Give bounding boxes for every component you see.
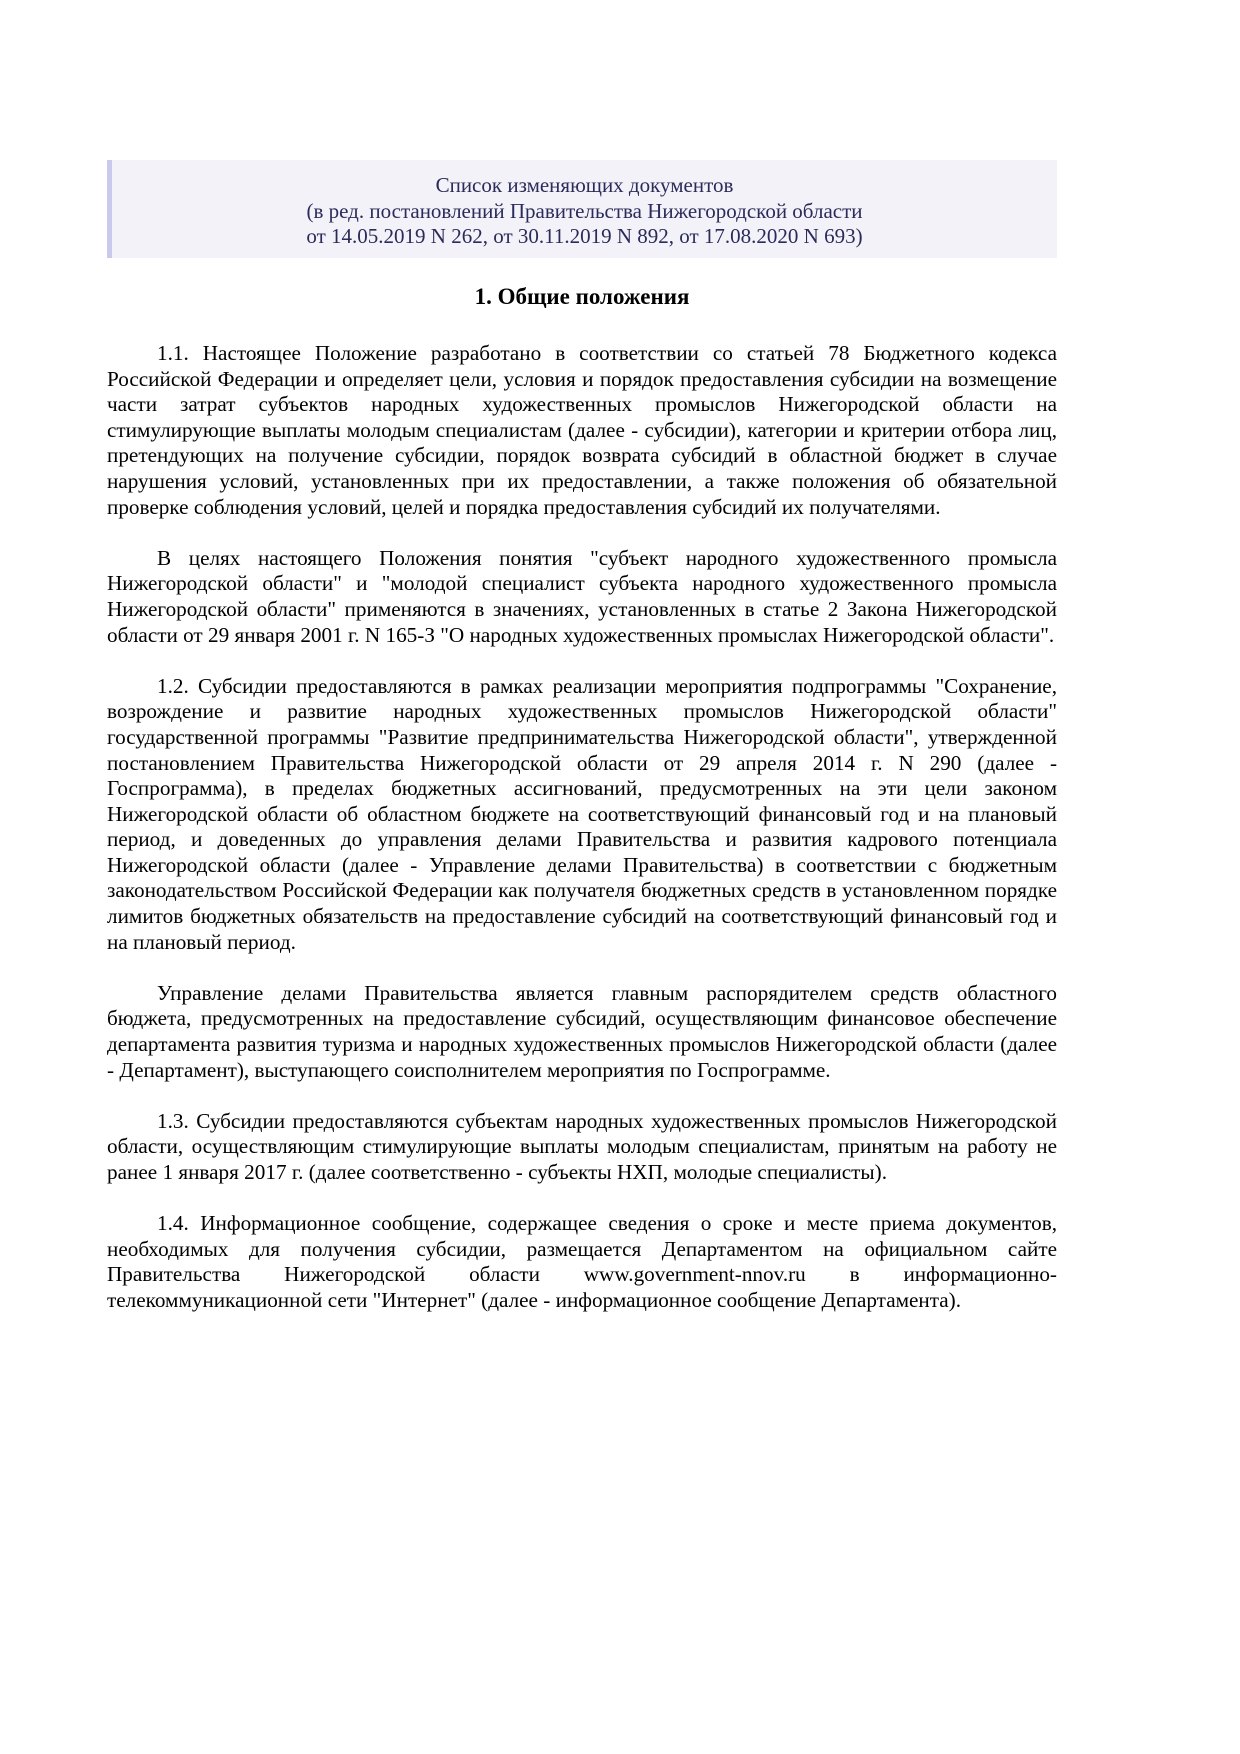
paragraph-1-3: 1.3. Субсидии предоставляются субъектам народных художественных промыслов Нижегородской области, осуществляющим стимулирующие выплаты молодым специалистам, принятым на работу не ранее 1 января 2017 г. (далее соответственно - субъекты НХП, молодые специалисты).	[107, 1108, 1057, 1184]
amendments-title: Список изменяющих документов	[435, 173, 734, 197]
amendments-line: (в ред. постановлений Правительства Нижегородской области	[306, 198, 863, 223]
section-title: 1. Общие положения	[474, 284, 690, 309]
paragraph-1-2: 1.2. Субсидии предоставляются в рамках реализации мероприятия подпрограммы "Сохранение, возрождение и развитие народных художественных промыслов Нижегородской области" государственной программы "Развитие предпринимательства Нижегородской области", утвержденной постановлением Правительства Нижегородской области от 29 апреля 2014 г. N 290 (далее - Госпрограмма), в пределах бюджетных ассигнований, предусмотренных на эти цели законом Нижегородской области об областном бюджете на соответствующий финансовый год и на плановый период, и доведенных до управления делами Правительства и развития кадрового потенциала Нижегородской области (далее - Управление делами Правительства) в соответствии с бюджетным законодательством Российской Федерации как получателя бюджетных средств в установленном порядке лимитов бюджетных обязательств на предоставление субсидий на соответствующий финансовый год и на плановый период.	[107, 673, 1057, 954]
amendments-line: от 14.05.2019 N 262, от 30.11.2019 N 892, от 17.08.2020 N 693)	[306, 224, 863, 248]
amendments-box	[107, 160, 1057, 258]
paragraph-1-1: 1.1. Настоящее Положение разработано в соответствии со статьей 78 Бюджетного кодекса Российской Федерации и определяет цели, условия и порядок предоставления субсидии на возмещение части затрат субъектов народных художественных промыслов Нижегородской области на стимулирующие выплаты молодым специалистам (далее - субсидии), категории и критерии отбора лиц, претендующих на получение субсидии, порядок возврата субсидий в областной бюджет в случае нарушения условий, установленных при их предоставлении, а также положения об обязательной проверке соблюдения условий, целей и порядка предоставления субсидий их получателями.	[107, 341, 1057, 519]
paragraph-1-4: 1.4. Информационное сообщение, содержащее сведения о сроке и месте приема документов, необходимых для получения субсидии, размещается Департаментом на официальном сайте Правительства Нижегородской области www.government-nnov.ru в информационно-телекоммуникационной сети "Интернет" (далее - информационное сообщение Департамента).	[107, 1211, 1057, 1312]
paragraph-administration: Управление делами Правительства является главным распорядителем средств областного бюджета, предусмотренных на предоставление субсидий, осуществляющим финансовое обеспечение департамента развития туризма и народных художественных промыслов Нижегородской области (далее - Департамент), выступающего соисполнителем мероприятия по Госпрограмме.	[107, 980, 1057, 1082]
document-body	[107, 341, 1057, 1339]
paragraph-definitions: В целях настоящего Положения понятия "субъект народного художественного промысла Нижегородской области" и "молодой специалист субъекта народного художественного промысла Нижегородской области" применяются в значениях, установленных в статье 2 Закона Нижегородской области от 29 января 2001 г. N 165-З "О народных художественных промыслах Нижегородской области".	[107, 545, 1057, 647]
